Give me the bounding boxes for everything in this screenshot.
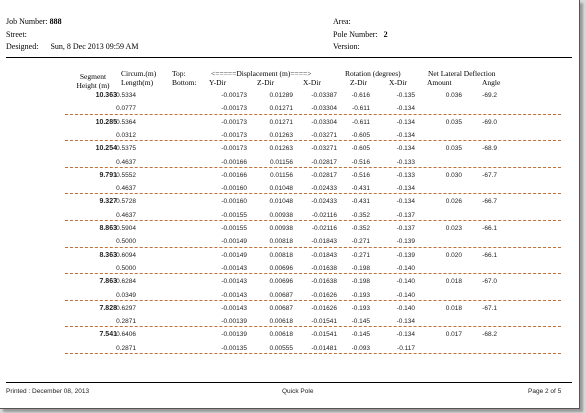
segment-divider	[65, 140, 561, 141]
table-cell: -0.01843	[311, 251, 337, 259]
table-cell: -0.00139	[221, 318, 247, 326]
table-cell: 0.5000	[116, 238, 136, 246]
table-cell: -0.00166	[221, 158, 247, 166]
col-segment: Segment Height (m)	[76, 72, 110, 90]
table-cell: 0.035	[445, 145, 462, 153]
designed-value: Sun, 8 Dec 2013 09:59 AM	[50, 42, 139, 51]
table-cell: 0.5904	[116, 225, 136, 232]
table-cell: -0.02817	[311, 158, 337, 166]
table-cell: -0.00160	[221, 185, 247, 193]
table-cell: -0.00155	[221, 225, 247, 232]
table-cell: 0.5364	[116, 118, 136, 126]
segment-divider	[65, 193, 561, 194]
table-cell: -0.00173	[221, 118, 247, 126]
job-number-value: 888	[49, 17, 62, 26]
table-cell: -0.01843	[311, 238, 337, 246]
table-cell: -0.00173	[221, 105, 247, 113]
table-cell: -0.193	[351, 291, 370, 299]
table-cell: -0.01638	[311, 278, 337, 286]
segment-divider	[65, 273, 561, 274]
segment-height: 10.254	[95, 145, 117, 153]
table-cell: 0.00938	[269, 225, 293, 232]
table-cell: 0.00818	[269, 238, 293, 246]
table-cell: -0.01638	[311, 264, 337, 272]
table-cell: 0.6284	[116, 278, 136, 286]
table-cell: -0.271	[351, 251, 370, 259]
table-cell: -0.00173	[221, 131, 247, 139]
segment-height: 7.863	[99, 278, 117, 286]
table-cell: 0.5728	[116, 198, 136, 206]
table-cell: -0.352	[351, 211, 370, 219]
table-cell: -0.134	[396, 198, 415, 206]
table-cell: -0.01626	[311, 291, 337, 299]
table-cell: -0.03271	[311, 145, 337, 153]
segment-height: 9.791	[99, 171, 117, 179]
table-cell: 0.4637	[116, 158, 136, 166]
version: Version:	[333, 42, 360, 51]
table-cell: -0.140	[396, 291, 415, 299]
table-cell: 0.01271	[269, 118, 293, 126]
table-cell: 0.026	[445, 198, 462, 206]
col-rot-xdir: X-Dir	[389, 78, 407, 87]
table-cell: 0.5334	[116, 92, 136, 99]
table-cell: -0.00166	[221, 171, 247, 179]
table-cell: -68.9	[482, 145, 497, 153]
col-zdir: Z-Dir	[257, 78, 275, 87]
table-cell: 0.01263	[269, 145, 293, 153]
table-cell: -0.02433	[311, 198, 337, 206]
table-cell: -0.00135	[221, 344, 247, 352]
table-cell: -0.134	[396, 118, 415, 126]
table-cell: 0.01263	[269, 131, 293, 139]
table-cell: 0.5000	[116, 264, 136, 272]
table-cell: 0.018	[445, 304, 462, 312]
col-rot-zdir: Z-Dir	[350, 78, 368, 87]
table-cell: -0.605	[351, 131, 370, 139]
segment-height: 7.828	[99, 304, 117, 312]
col-deflection: Net Lateral Deflection	[428, 69, 496, 78]
table-cell: -0.02116	[311, 211, 337, 219]
table-cell: -67.1	[482, 304, 497, 312]
table-cell: 0.00555	[269, 344, 293, 352]
table-cell: -0.117	[397, 344, 415, 352]
table-cell: -0.00139	[221, 331, 247, 339]
table-cell: -0.145	[351, 331, 370, 339]
table-cell: -0.133	[396, 158, 415, 166]
table-cell: -67.0	[482, 278, 497, 286]
table-cell: -66.7	[482, 198, 497, 206]
table-cell: 0.01156	[269, 171, 293, 179]
table-cell: -68.2	[482, 331, 497, 339]
table-cell: -0.00160	[221, 198, 247, 206]
table-cell: -0.093	[351, 344, 370, 352]
table-cell: -0.611	[352, 118, 370, 126]
table-cell: 0.5552	[116, 171, 136, 179]
table-cell: -69.0	[482, 118, 497, 126]
table-cell: -0.145	[351, 318, 370, 326]
header-rule	[6, 57, 572, 58]
segment-divider	[65, 167, 561, 168]
table-cell: -0.133	[396, 171, 415, 179]
app-name: Quick Pole	[282, 388, 314, 395]
segment-divider	[65, 114, 561, 115]
table-cell: -0.134	[396, 131, 415, 139]
table-cell: -0.02817	[311, 171, 337, 179]
table-cell: -0.605	[351, 145, 370, 153]
table-cell: 0.0777	[116, 105, 136, 113]
table-cell: -69.2	[482, 92, 497, 99]
table-cell: 0.020	[445, 251, 462, 259]
area: Area:	[333, 17, 351, 26]
segment-height: 10.363	[95, 92, 117, 99]
table-cell: 0.2871	[116, 344, 136, 352]
segment-height: 10.285	[95, 118, 117, 126]
segment-divider	[65, 326, 561, 327]
pole-number: Pole Number: 2	[333, 30, 388, 39]
table-cell: -0.00155	[221, 211, 247, 219]
table-cell: -67.7	[482, 171, 497, 179]
table-cell: 0.018	[445, 278, 462, 286]
table-cell: 0.00938	[269, 211, 293, 219]
col-displacement: <=====Displacement (m)====>	[211, 69, 312, 78]
segment-height: 9.327	[99, 198, 117, 206]
table-cell: -0.00149	[221, 238, 247, 246]
table-cell: -0.00143	[221, 278, 247, 286]
table-cell: -0.00143	[221, 264, 247, 272]
table-cell: -0.02433	[311, 185, 337, 193]
table-cell: -0.134	[396, 318, 415, 326]
table-cell: 0.01156	[269, 158, 293, 166]
table-cell: -0.01541	[311, 331, 337, 339]
table-cell: 0.00618	[269, 318, 293, 326]
table-cell: 0.030	[445, 171, 462, 179]
table-cell: 0.035	[445, 118, 462, 126]
table-cell: 0.0349	[116, 291, 136, 299]
table-cell: -0.611	[352, 105, 370, 113]
table-cell: 0.017	[445, 331, 462, 339]
segment-divider	[65, 300, 561, 301]
col-circum: Circum.(m) Length(m)	[121, 69, 157, 87]
col-amount: Amount	[427, 78, 452, 87]
col-rotation: Rotation (degrees)	[345, 69, 401, 78]
table-cell: 0.00818	[269, 251, 293, 259]
table-cell: 0.6297	[116, 304, 136, 312]
segment-divider	[65, 353, 561, 354]
table-cell: 0.6094	[116, 251, 136, 259]
table-cell: -0.352	[351, 225, 370, 232]
table-cell: 0.6406	[116, 331, 136, 339]
segment-divider	[65, 247, 561, 248]
table-cell: -0.02116	[311, 225, 337, 232]
segment-height: 8.863	[99, 225, 117, 232]
table-cell: 0.00618	[269, 331, 293, 339]
table-cell: -0.03387	[311, 92, 337, 99]
table-cell: -0.00143	[221, 304, 247, 312]
table-cell: -0.271	[351, 238, 370, 246]
table-cell: -66.1	[482, 251, 497, 259]
footer-rule	[6, 382, 572, 383]
table-cell: 0.0312	[116, 131, 136, 139]
table-cell: -66.1	[482, 225, 497, 232]
col-angle: Angle	[482, 78, 501, 87]
table-cell: -0.134	[396, 331, 415, 339]
table-cell: 0.4637	[116, 211, 136, 219]
job-number: Job Number: 888	[6, 17, 62, 26]
table-cell: -0.00143	[221, 291, 247, 299]
table-cell: -0.139	[396, 238, 415, 246]
table-cell: 0.01048	[269, 198, 293, 206]
street: Street:	[6, 30, 27, 39]
table-cell: -0.139	[396, 251, 415, 259]
table-cell: -0.01541	[311, 318, 337, 326]
table-cell: -0.00149	[221, 251, 247, 259]
table-cell: -0.134	[396, 185, 415, 193]
table-cell: 0.036	[445, 92, 462, 99]
table-cell: -0.516	[351, 171, 370, 179]
table-cell: -0.516	[351, 158, 370, 166]
table-cell: 0.01048	[269, 185, 293, 193]
table-cell: -0.00173	[221, 92, 247, 99]
pole-number-value: 2	[383, 30, 388, 39]
col-top-bottom: Top: Bottom:	[172, 69, 197, 87]
table-cell: -0.01626	[311, 304, 337, 312]
printed-date: Printed : December 08, 2013	[6, 388, 90, 395]
col-ydir: Y-Dir	[209, 78, 227, 87]
table-cell: -0.616	[351, 92, 370, 99]
table-cell: 0.023	[445, 225, 462, 232]
table-cell: -0.00173	[221, 145, 247, 153]
table-cell: -0.135	[396, 92, 415, 99]
table-cell: 0.00696	[269, 278, 293, 286]
table-cell: 0.4637	[116, 185, 136, 193]
table-cell: -0.03304	[311, 118, 337, 126]
table-cell: 0.01289	[269, 92, 293, 99]
page-number: Page 2 of 5	[528, 388, 562, 395]
table-cell: -0.140	[396, 264, 415, 272]
table-cell: -0.137	[396, 211, 415, 219]
segment-height: 8.363	[99, 251, 117, 259]
table-cell: -0.431	[351, 198, 370, 206]
table-cell: 0.01271	[269, 105, 293, 113]
table-cell: -0.03304	[311, 105, 337, 113]
table-cell: 0.5375	[116, 145, 136, 153]
table-cell: -0.193	[351, 304, 370, 312]
table-cell: 0.00696	[269, 264, 293, 272]
col-xdir: X-Dir	[303, 78, 321, 87]
table-cell: -0.03271	[311, 131, 337, 139]
table-cell: -0.140	[396, 278, 415, 286]
segment-height: 7.541	[99, 331, 117, 339]
table-cell: -0.198	[351, 264, 370, 272]
table-cell: -0.01481	[311, 344, 337, 352]
segment-divider	[65, 220, 561, 221]
table-cell: -0.137	[396, 225, 415, 232]
table-cell: -0.134	[396, 145, 415, 153]
table-cell: 0.2871	[116, 318, 136, 326]
table-cell: -0.198	[351, 278, 370, 286]
table-cell: 0.00687	[269, 304, 293, 312]
table-cell: 0.00687	[269, 291, 293, 299]
designed: Designed: Sun, 8 Dec 2013 09:59 AM	[6, 42, 139, 51]
table-cell: -0.140	[396, 304, 415, 312]
table-cell: -0.431	[351, 185, 370, 193]
table-cell: -0.134	[396, 105, 415, 113]
